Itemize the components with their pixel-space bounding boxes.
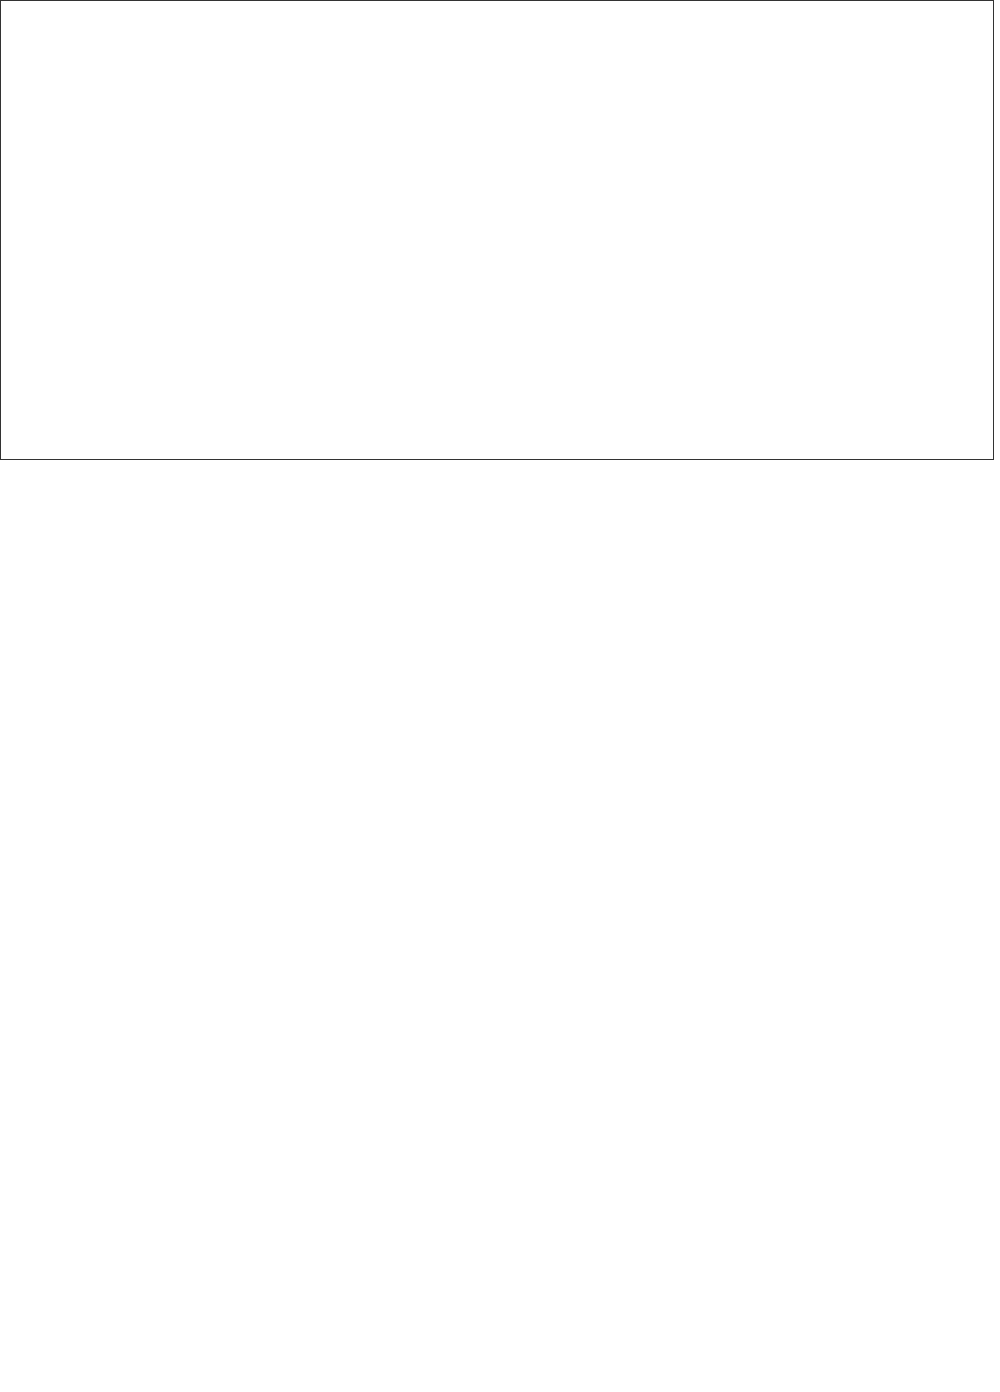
original-text-panel — [0, 0, 994, 460]
